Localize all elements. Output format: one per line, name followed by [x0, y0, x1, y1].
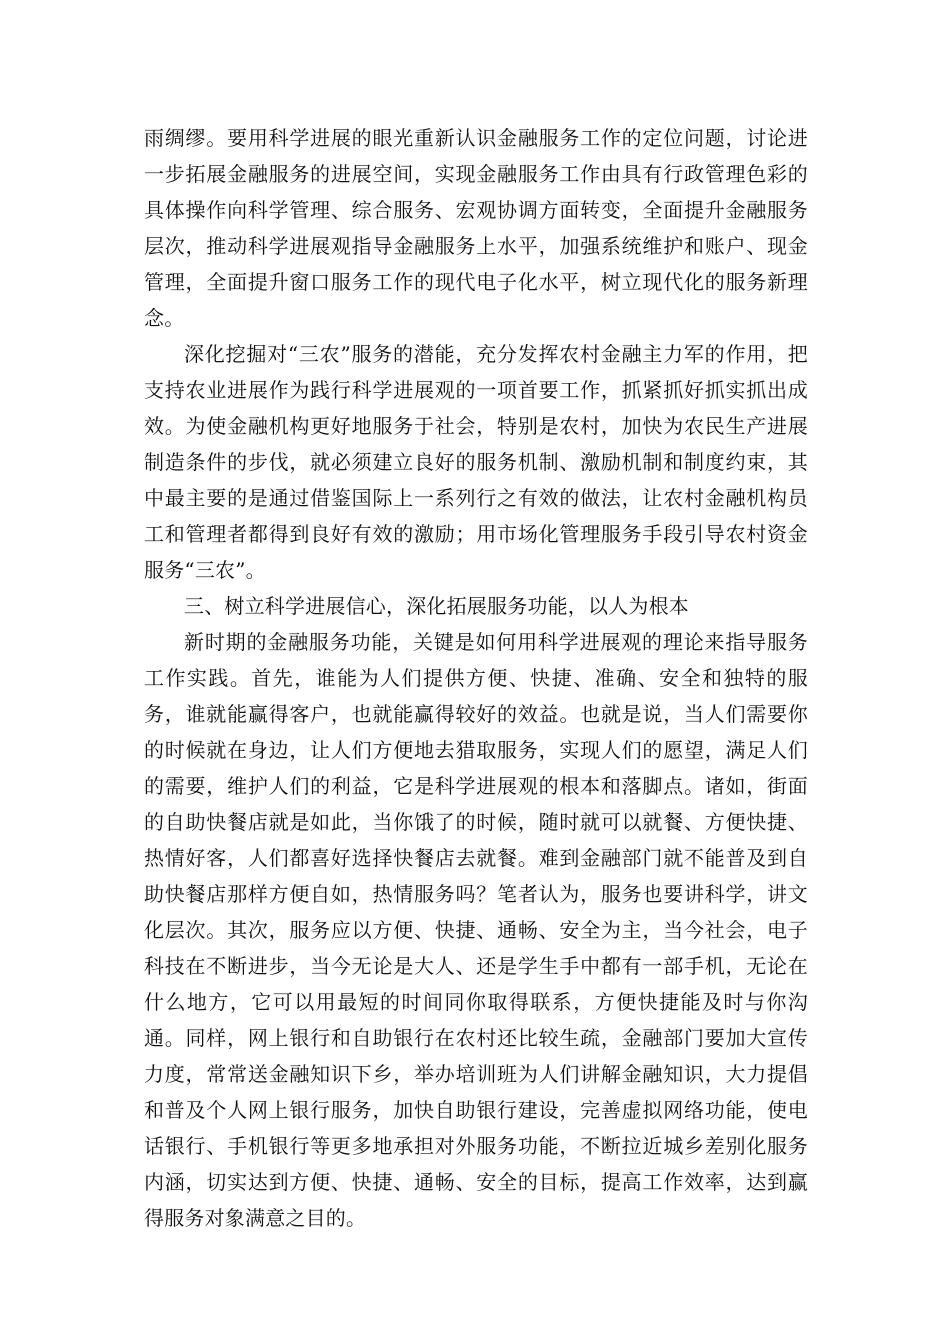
section-heading: 三、树立科学进展信心，深化拓展服务功能，以人为根本 [184, 594, 689, 618]
paragraph-service-function: 新时期的金融服务功能，关键是如何用科学进展观的理论来指导服务工作实践。首先，谁能为人们提供方便、快捷、准确、安全和独特的服务，谁就能赢得客户，也就能赢得较好的效益。也就是说，当人们需要你的时候就在身边，让人们方便地去猎取服务，实现人们的愿望，满足人们的需要，维护人们的利益，它是科学进展观的根本和落脚点。诸如，街面的自助快餐店就是如此，当你饿了的时候，随时就可以就餐、方便快捷、热情好客，人们都喜好选择快餐店去就餐。难到金融部门就不能普及到自助快餐店那样方便自如，热情服务吗？笔者认为，服务也要讲科学，讲文化层次。其次，服务应以方便、快捷、通畅、安全为主，当今社会，电子科技在不断进步，当今无论是大人、还是学生手中都有一部手机，无论在什么地方，它可以用最短的时间同你取得联系，方便快捷能及时与你沟通。同样，网上银行和自助银行在农村还比较生疏，金融部门要加大宣传力度，常常送金融知识下乡，举办培训班为人们讲解金融知识，大力提倡和普及个人网上银行服务，加快自助银行建设，完善虚拟网络功能，使电话银行、手机银行等更多地承担对外服务功能，不断拉近城乡差别化服务内涵，切实达到方便、快捷、通畅、安全的目标，提高工作效率，达到赢得服务对象满意之目的。 [144, 630, 808, 1230]
paragraph-sannong: 深化挖掘对“三农”服务的潜能，充分发挥农村金融主力军的作用，把支持农业进展作为践行科学进展观的一项首要工作，抓紧抓好抓实抓出成效。为使金融机构更好地服务于社会，特别是农村，加快为农民生产进展制造条件的步伐，就必须建立良好的服务机制、激励机制和制度约束，其中最主要的是通过借鉴国际上一系列行之有效的做法，让农村金融机构员工和管理者都得到良好有效的激励；用市场化管理服务手段引导农村资金服务“三农”。 [144, 342, 808, 582]
document-body [144, 120, 808, 1236]
paragraph-continuation: 雨绸缪。要用科学进展的眼光重新认识金融服务工作的定位问题，讨论进一步拓展金融服务的进展空间，实现金融服务工作由具有行政管理色彩的具体操作向科学管理、综合服务、宏观协调方面转变，全面提升金融服务层次，推动科学进展观指导金融服务上水平，加强系统维护和账户、现金管理，全面提升窗口服务工作的现代电子化水平，树立现代化的服务新理念。 [144, 126, 808, 330]
